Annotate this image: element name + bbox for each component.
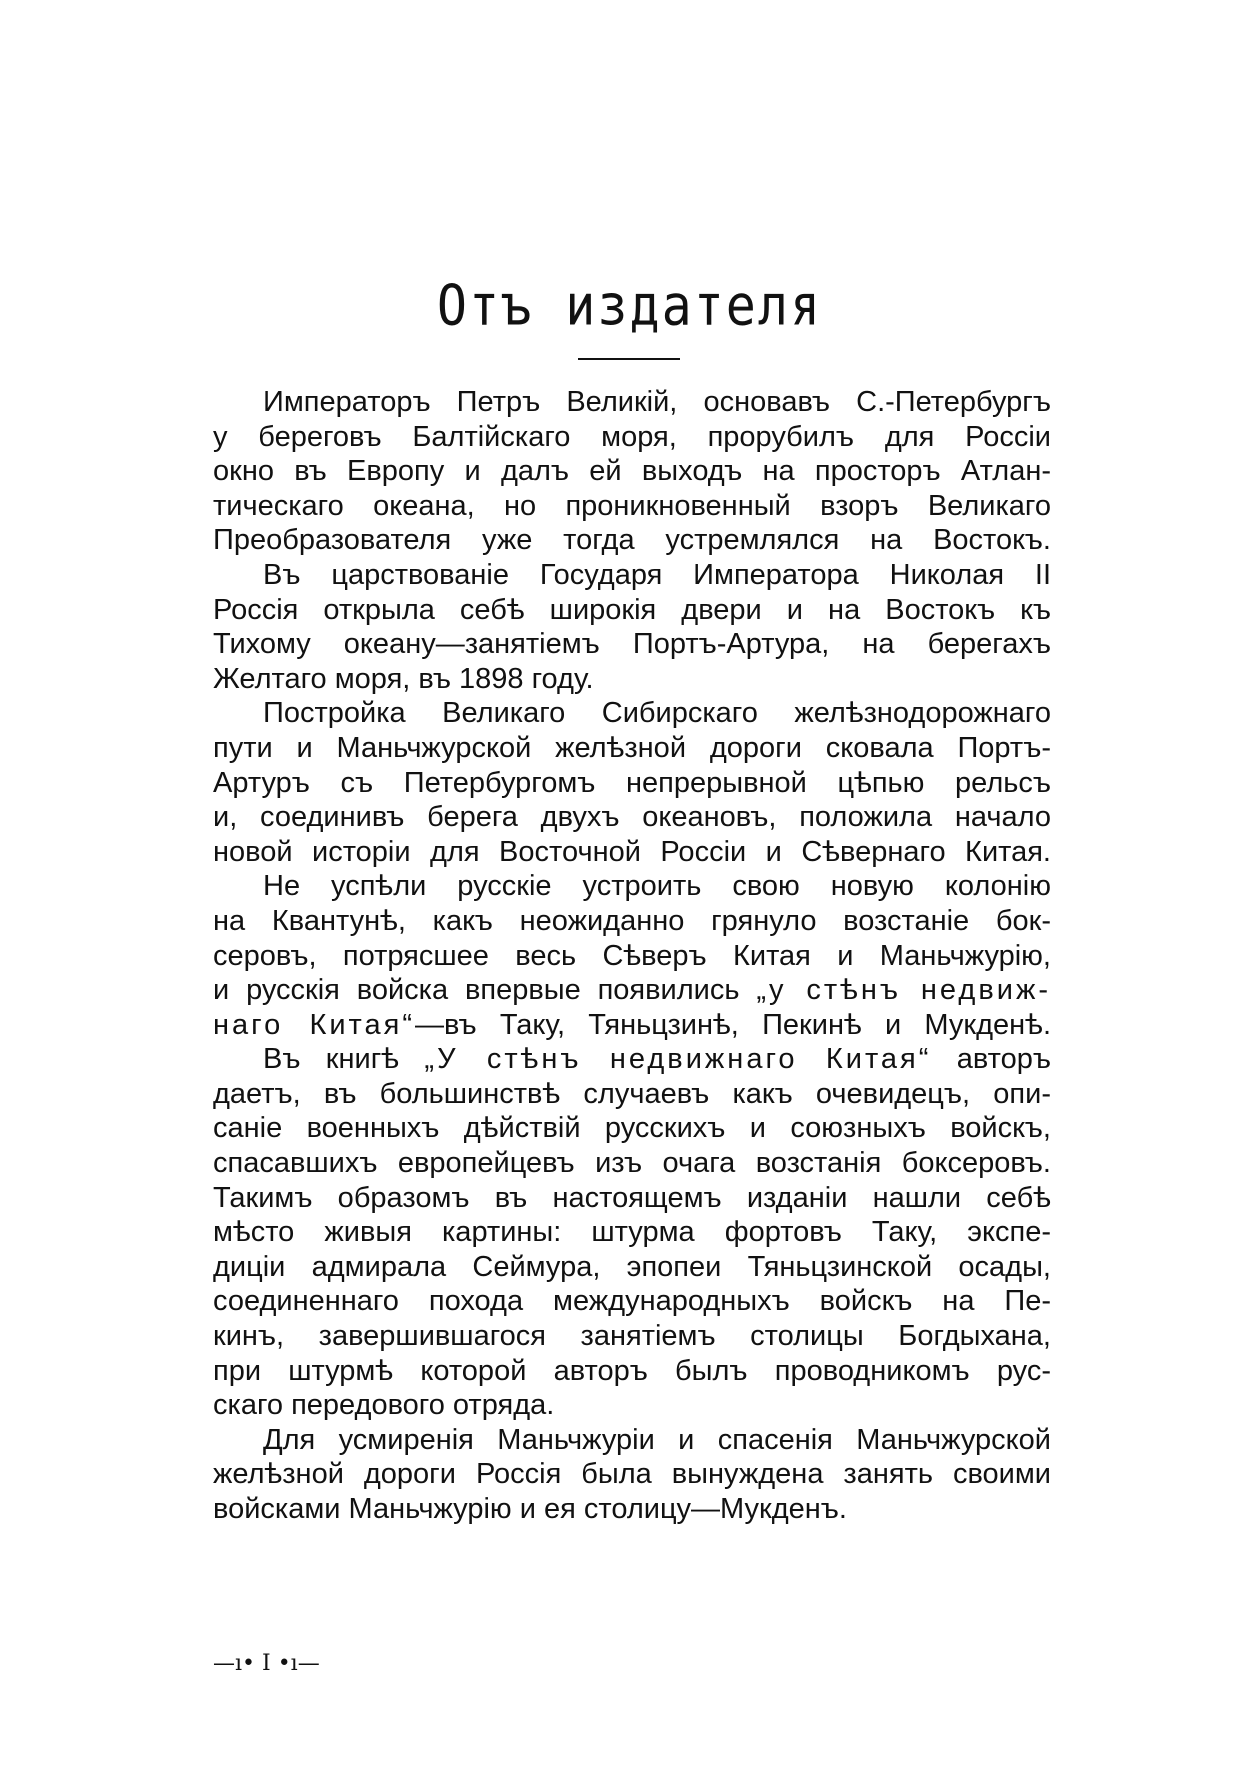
text-run: серовъ, потрясшее весь Сѣверъ Китая и Маньчжурію, bbox=[213, 939, 1051, 972]
text-line: окно въ Европу и далъ ей выходъ на просторъ Атлан- bbox=[213, 455, 1051, 488]
text-run: спасавшихъ европейцевъ изъ очага возстанія боксеровъ. bbox=[213, 1147, 1051, 1180]
paragraph-6 bbox=[213, 1423, 1051, 1527]
text-line: у береговъ Балтійскаго моря, прорубилъ для Россіи bbox=[213, 420, 1051, 453]
text-line bbox=[213, 1284, 1051, 1319]
text-line: Артуръ съ Петербургомъ непрерывной цѣпью рельсъ bbox=[213, 766, 1051, 799]
text-line bbox=[213, 904, 1051, 939]
text-line: новой исторіи для Восточной Россіи и Сѣвернаго Китая. bbox=[213, 835, 1051, 868]
text-line: Желтаго моря, въ 1898 году. bbox=[213, 662, 594, 695]
text-run: кинъ, завершившагося занятіемъ столицы Богдыхана, bbox=[213, 1320, 1051, 1353]
book-title-spaced: „У стѣнъ недвижнаго Китая“ bbox=[424, 1043, 932, 1076]
text-line: войсками Маньчжурію и ея столицу—Мукденъ. bbox=[213, 1493, 847, 1525]
text-line: Тихому океану—занятіемъ Портъ-Артура, на берегахъ bbox=[213, 628, 1051, 661]
text-line bbox=[213, 939, 1051, 974]
text-run: Не успѣли русскіе устроить свою новую колонію bbox=[263, 870, 1051, 903]
body-text bbox=[213, 385, 1051, 1527]
text-run: при штурмѣ которой авторъ былъ проводникомъ рус- bbox=[213, 1354, 1051, 1387]
text-run: даетъ, въ большинствѣ случаевъ какъ очевидецъ, опи- bbox=[213, 1077, 1051, 1110]
text-line: Для усмиренія Маньчжуріи и спасенія Маньчжурской bbox=[263, 1423, 1051, 1456]
text-run: Въ книгѣ bbox=[263, 1043, 425, 1076]
text-run: —въ Таку, Тяньцзинѣ, Пекинѣ и Мукденѣ. bbox=[415, 1008, 1051, 1041]
text-run: скаго передового отряда. bbox=[213, 1389, 555, 1422]
paragraph-1 bbox=[213, 385, 1051, 558]
text-line bbox=[213, 869, 1051, 904]
text-line: пути и Маньчжурской желѣзной дороги сковала Портъ- bbox=[213, 731, 1051, 764]
text-line bbox=[213, 1181, 1051, 1216]
text-run: саніе военныхъ дѣйствій русскихъ и союзныхъ войскъ, bbox=[213, 1112, 1051, 1145]
text-line bbox=[213, 1215, 1051, 1250]
text-line bbox=[213, 1111, 1051, 1146]
text-run: диціи адмирала Сеймура, эпопеи Тяньцзинской осады, bbox=[213, 1250, 1051, 1283]
text-line: Преобразователя уже тогда устремлялся на Востокъ. bbox=[213, 524, 1051, 557]
text-line: Постройка Великаго Сибирскаго желѣзнодорожнаго bbox=[263, 697, 1051, 730]
text-run: авторъ bbox=[931, 1043, 1051, 1076]
text-line bbox=[213, 1388, 1051, 1423]
text-line bbox=[213, 1077, 1051, 1112]
text-line: Россія открыла себѣ широкія двери и на Востокъ къ bbox=[213, 593, 1051, 626]
text-line bbox=[213, 1319, 1051, 1354]
page-number-marker: —ı• I •ı— bbox=[213, 1651, 320, 1676]
title-divider bbox=[578, 358, 680, 360]
text-line: и, соединивъ берега двухъ океановъ, положила начало bbox=[213, 801, 1051, 834]
text-run: на Квантунѣ, какъ неожиданно грянуло возстаніе бок- bbox=[213, 904, 1051, 937]
text-run: Такимъ образомъ въ настоящемъ изданіи нашли себѣ bbox=[213, 1181, 1051, 1214]
page-title: Отъ издателя bbox=[436, 273, 823, 339]
paragraph-3 bbox=[213, 696, 1051, 869]
text-line bbox=[213, 1146, 1051, 1181]
text-line: желѣзной дороги Россія была вынуждена занять своими bbox=[213, 1458, 1051, 1491]
book-title-spaced: наго Китая“ bbox=[213, 1008, 416, 1041]
text-line: тическаго океана, но проникновенный взоръ Великаго bbox=[213, 489, 1051, 522]
text-line bbox=[213, 1354, 1051, 1389]
paragraph-2 bbox=[213, 558, 1051, 696]
text-run: и русскія войска впервые появились bbox=[213, 974, 757, 1007]
text-line: Императоръ Петръ Великій, основавъ С.-Петербургъ bbox=[263, 386, 1051, 418]
text-run: соединеннаго похода международныхъ войскъ на Пе- bbox=[213, 1285, 1051, 1318]
text-line bbox=[213, 1250, 1051, 1285]
book-title-spaced: „у стѣнъ недвиж- bbox=[756, 974, 1051, 1007]
text-line: Въ царствованіе Государя Императора Николая II bbox=[263, 558, 1051, 591]
text-line bbox=[213, 973, 1051, 1008]
text-line bbox=[213, 1042, 1051, 1077]
text-run: мѣсто живыя картины: штурма фортовъ Таку, экспе- bbox=[213, 1216, 1051, 1249]
paragraph-5 bbox=[213, 1042, 1051, 1423]
paragraph-4 bbox=[213, 869, 1051, 1042]
text-line bbox=[213, 1008, 1051, 1043]
